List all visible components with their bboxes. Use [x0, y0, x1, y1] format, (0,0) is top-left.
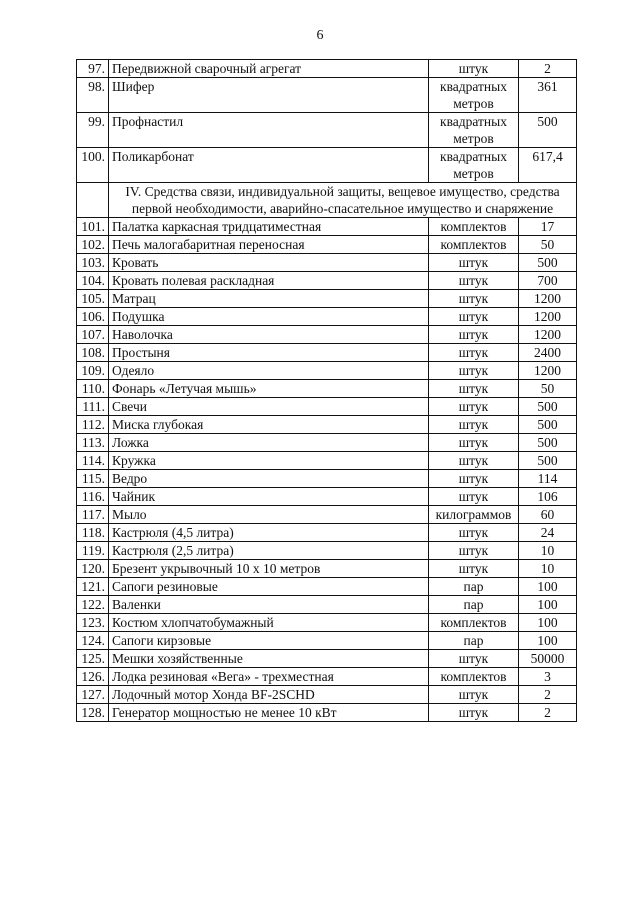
- unit: штук: [429, 60, 519, 78]
- unit: пар: [429, 578, 519, 596]
- row-number: 97.: [77, 60, 109, 78]
- table-row: [77, 272, 577, 290]
- item-name: Мешки хозяйственные: [109, 650, 429, 668]
- row-number: 106.: [77, 308, 109, 326]
- quantity: 17: [519, 218, 577, 236]
- table-row: [77, 344, 577, 362]
- table-row: [77, 148, 577, 183]
- unit: штук: [429, 380, 519, 398]
- row-number: 118.: [77, 524, 109, 542]
- inventory-table: [76, 59, 577, 722]
- table-body-top: [77, 60, 577, 183]
- row-number: 102.: [77, 236, 109, 254]
- section-heading-body: [77, 183, 577, 218]
- quantity: 1200: [519, 326, 577, 344]
- row-number: 120.: [77, 560, 109, 578]
- unit: штук: [429, 416, 519, 434]
- quantity: 100: [519, 596, 577, 614]
- row-number: 99.: [77, 113, 109, 148]
- unit: квадратных метров: [429, 148, 519, 183]
- unit: штук: [429, 524, 519, 542]
- table-body-bottom: [77, 218, 577, 722]
- table-row: [77, 60, 577, 78]
- item-name: Миска глубокая: [109, 416, 429, 434]
- row-number: 110.: [77, 380, 109, 398]
- table-row: [77, 542, 577, 560]
- section-heading: IV. Средства связи, индивидуальной защиты, вещевое имущество, средства первой необходимости, аварийно-спасательное имущество и снаряжение: [109, 183, 577, 218]
- unit: штук: [429, 452, 519, 470]
- unit: квадратных метров: [429, 113, 519, 148]
- row-number: 114.: [77, 452, 109, 470]
- quantity: 2: [519, 704, 577, 722]
- table-row: [77, 470, 577, 488]
- row-number: 109.: [77, 362, 109, 380]
- unit: штук: [429, 254, 519, 272]
- row-number: 125.: [77, 650, 109, 668]
- unit: комплектов: [429, 236, 519, 254]
- row-number: 113.: [77, 434, 109, 452]
- row-number: 111.: [77, 398, 109, 416]
- item-name: Одеяло: [109, 362, 429, 380]
- item-name: Шифер: [109, 78, 429, 113]
- row-number: 121.: [77, 578, 109, 596]
- item-name: Фонарь «Летучая мышь»: [109, 380, 429, 398]
- row-number: 126.: [77, 668, 109, 686]
- quantity: 500: [519, 398, 577, 416]
- row-number: 122.: [77, 596, 109, 614]
- row-number: 105.: [77, 290, 109, 308]
- quantity: 50000: [519, 650, 577, 668]
- quantity: 1200: [519, 308, 577, 326]
- table-row: [77, 704, 577, 722]
- quantity: 106: [519, 488, 577, 506]
- unit: комплектов: [429, 218, 519, 236]
- item-name: Ведро: [109, 470, 429, 488]
- quantity: 500: [519, 416, 577, 434]
- quantity: 500: [519, 452, 577, 470]
- row-number: 112.: [77, 416, 109, 434]
- item-name: Лодочный мотор Хонда BF-2SCHD: [109, 686, 429, 704]
- item-name: Ложка: [109, 434, 429, 452]
- table-row: [77, 650, 577, 668]
- table-row: [77, 362, 577, 380]
- table-row: [77, 113, 577, 148]
- quantity: 100: [519, 632, 577, 650]
- quantity: 10: [519, 560, 577, 578]
- quantity: 100: [519, 578, 577, 596]
- table-row: [77, 668, 577, 686]
- unit: штук: [429, 326, 519, 344]
- table-row: [77, 506, 577, 524]
- row-number: 100.: [77, 148, 109, 183]
- quantity: 2: [519, 60, 577, 78]
- quantity: 100: [519, 614, 577, 632]
- table-row: [77, 614, 577, 632]
- unit: штук: [429, 542, 519, 560]
- item-name: Матрац: [109, 290, 429, 308]
- item-name: Простыня: [109, 344, 429, 362]
- item-name: Кастрюля (4,5 литра): [109, 524, 429, 542]
- quantity: 500: [519, 254, 577, 272]
- unit: штук: [429, 344, 519, 362]
- unit: комплектов: [429, 668, 519, 686]
- table-row: [77, 452, 577, 470]
- table-row: [77, 308, 577, 326]
- unit: штук: [429, 686, 519, 704]
- quantity: 24: [519, 524, 577, 542]
- row-number: 116.: [77, 488, 109, 506]
- item-name: Наволочка: [109, 326, 429, 344]
- table-row: [77, 524, 577, 542]
- table-row: [77, 560, 577, 578]
- row-number: 104.: [77, 272, 109, 290]
- unit: штук: [429, 308, 519, 326]
- unit: комплектов: [429, 614, 519, 632]
- unit: пар: [429, 596, 519, 614]
- quantity: 10: [519, 542, 577, 560]
- row-number: 107.: [77, 326, 109, 344]
- quantity: 50: [519, 236, 577, 254]
- unit: штук: [429, 704, 519, 722]
- quantity: 500: [519, 434, 577, 452]
- unit: штук: [429, 290, 519, 308]
- item-name: Палатка каркасная тридцатиместная: [109, 218, 429, 236]
- item-name: Кружка: [109, 452, 429, 470]
- item-name: Подушка: [109, 308, 429, 326]
- table-row: [77, 398, 577, 416]
- item-name: Свечи: [109, 398, 429, 416]
- quantity: 2400: [519, 344, 577, 362]
- row-number: 123.: [77, 614, 109, 632]
- table-row: [77, 434, 577, 452]
- table-row: [77, 686, 577, 704]
- item-name: Профнастил: [109, 113, 429, 148]
- item-name: Лодка резиновая «Вега» - трехместная: [109, 668, 429, 686]
- table-row: [77, 326, 577, 344]
- quantity: 617,4: [519, 148, 577, 183]
- unit: штук: [429, 470, 519, 488]
- unit: килограммов: [429, 506, 519, 524]
- item-name: Кастрюля (2,5 литра): [109, 542, 429, 560]
- unit: штук: [429, 272, 519, 290]
- unit: штук: [429, 488, 519, 506]
- table-row: [77, 632, 577, 650]
- unit: квадратных метров: [429, 78, 519, 113]
- row-number: 128.: [77, 704, 109, 722]
- section-heading-spacer: [77, 183, 109, 218]
- item-name: Сапоги кирзовые: [109, 632, 429, 650]
- quantity: 700: [519, 272, 577, 290]
- quantity: 500: [519, 113, 577, 148]
- quantity: 2: [519, 686, 577, 704]
- row-number: 117.: [77, 506, 109, 524]
- item-name: Брезент укрывочный 10 х 10 метров: [109, 560, 429, 578]
- table-row: [77, 218, 577, 236]
- item-name: Генератор мощностью не менее 10 кВт: [109, 704, 429, 722]
- unit: штук: [429, 362, 519, 380]
- table-row: [77, 578, 577, 596]
- item-name: Печь малогабаритная переносная: [109, 236, 429, 254]
- item-name: Кровать: [109, 254, 429, 272]
- item-name: Сапоги резиновые: [109, 578, 429, 596]
- unit: пар: [429, 632, 519, 650]
- item-name: Поликарбонат: [109, 148, 429, 183]
- quantity: 361: [519, 78, 577, 113]
- item-name: Валенки: [109, 596, 429, 614]
- row-number: 98.: [77, 78, 109, 113]
- section-heading-row: [77, 183, 577, 218]
- table-row: [77, 254, 577, 272]
- quantity: 1200: [519, 290, 577, 308]
- table-row: [77, 78, 577, 113]
- item-name: Чайник: [109, 488, 429, 506]
- item-name: Мыло: [109, 506, 429, 524]
- item-name: Передвижной сварочный агрегат: [109, 60, 429, 78]
- row-number: 101.: [77, 218, 109, 236]
- row-number: 119.: [77, 542, 109, 560]
- row-number: 115.: [77, 470, 109, 488]
- quantity: 3: [519, 668, 577, 686]
- quantity: 60: [519, 506, 577, 524]
- page-number: 6: [316, 28, 324, 43]
- item-name: Костюм хлопчатобумажный: [109, 614, 429, 632]
- unit: штук: [429, 398, 519, 416]
- row-number: 124.: [77, 632, 109, 650]
- table-row: [77, 380, 577, 398]
- unit: штук: [429, 560, 519, 578]
- table-row: [77, 596, 577, 614]
- unit: штук: [429, 434, 519, 452]
- table-row: [77, 290, 577, 308]
- row-number: 127.: [77, 686, 109, 704]
- table-row: [77, 416, 577, 434]
- unit: штук: [429, 650, 519, 668]
- quantity: 50: [519, 380, 577, 398]
- item-name: Кровать полевая раскладная: [109, 272, 429, 290]
- row-number: 108.: [77, 344, 109, 362]
- row-number: 103.: [77, 254, 109, 272]
- table-row: [77, 236, 577, 254]
- table-row: [77, 488, 577, 506]
- quantity: 1200: [519, 362, 577, 380]
- quantity: 114: [519, 470, 577, 488]
